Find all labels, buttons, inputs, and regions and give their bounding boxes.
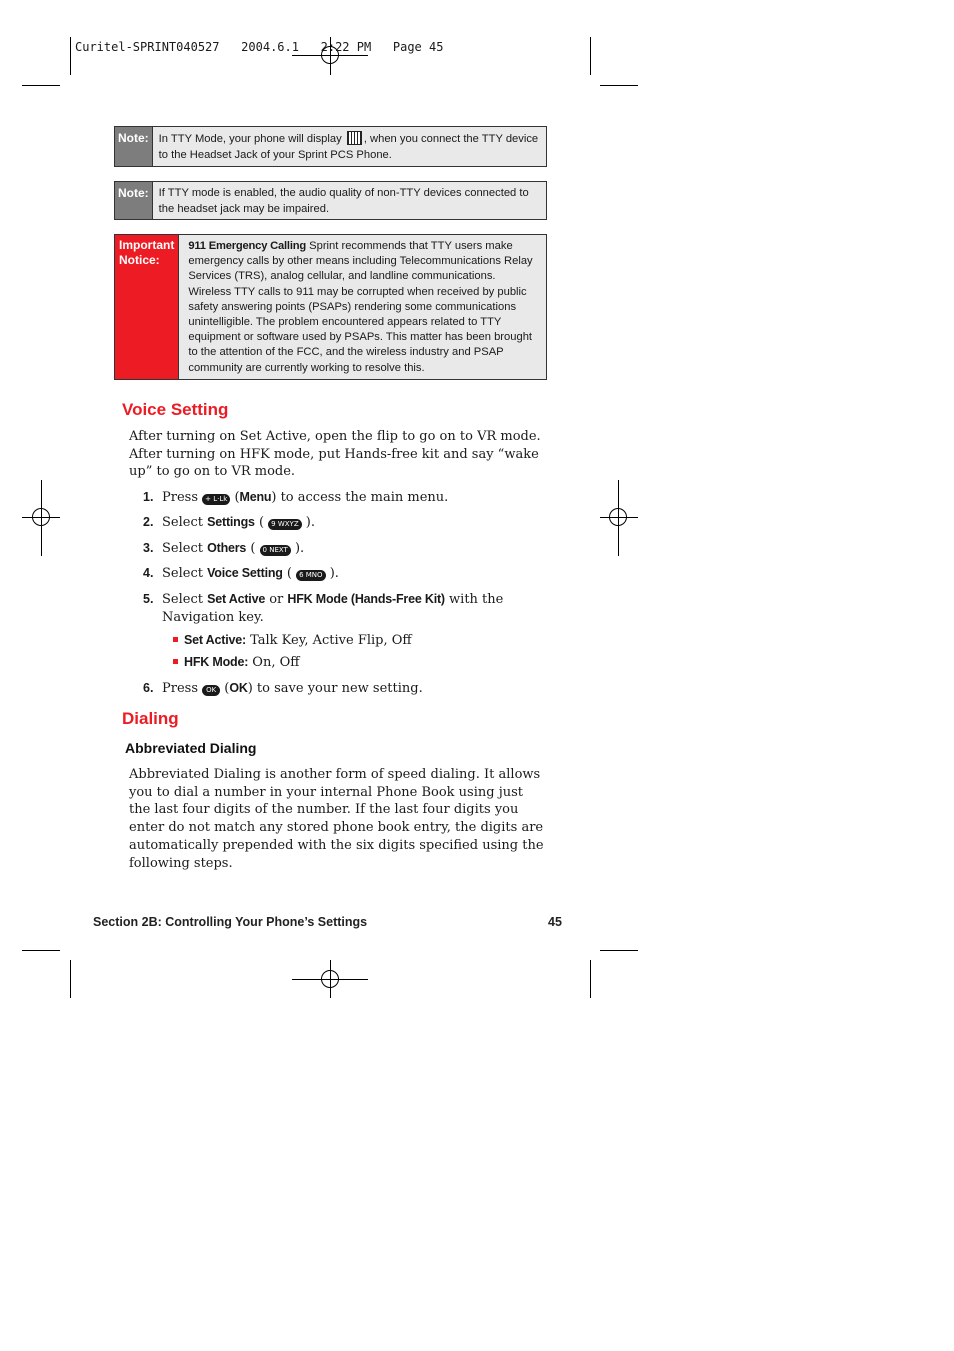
key-0-icon: 0 NEXT <box>260 545 291 556</box>
crop-mark <box>70 37 71 75</box>
tty-icon <box>347 131 362 145</box>
section-heading-voice-setting: Voice Setting <box>122 400 229 419</box>
ok-key-icon: OK <box>202 685 220 696</box>
step-4: 4. Select Voice Setting ( 6 MNO ). <box>143 566 339 581</box>
crop-mark <box>22 85 60 86</box>
step-2: 2. Select Settings ( 9 WXYZ ). <box>143 515 315 530</box>
option-set-active: Set Active: Talk Key, Active Flip, Off <box>173 632 412 650</box>
important-notice-box <box>114 234 547 380</box>
registration-circle <box>321 970 339 988</box>
step-5: 5. Select Set Active or HFK Mode (Hands-Free Kit) with the Navigation key. <box>143 592 504 625</box>
page-number: 45 <box>548 915 562 929</box>
note-box <box>114 181 547 220</box>
important-notice-text: 911 Emergency Calling Sprint recommends that TTY users make emergency calls by other means including Telecommunications Relay Services (TRS), analog cellular, and landline communications. Wireless TTY calls to 911 may be corrupted when received by public safety answering points (PSAPs) rendering some communications unintelligible. The problem encountered appears related to TTY equipment or software used by PSAPs. This matter has been brought to the attention of the FCC, and the wireless industry and PSAP community are currently working to resolve this. <box>188 240 533 374</box>
print-slug: Curitel-SPRINT040527 2004.6.1 2:22 PM Page 45 <box>75 40 444 54</box>
key-6-icon: 6 MNO <box>296 570 325 581</box>
note-text: In TTY Mode, your phone will display , when you connect the TTY device to the Headset Jack of your Sprint PCS Phone. <box>158 133 539 161</box>
note-label: Note: <box>115 127 153 166</box>
crop-mark <box>590 960 591 998</box>
note-box <box>114 126 547 167</box>
step-6: 6. Press OK (OK) to save your new setting. <box>143 681 423 696</box>
note-text: If TTY mode is enabled, the audio quality of non-TTY devices connected to the headset jack may be impaired. <box>158 187 529 215</box>
crop-mark <box>600 85 638 86</box>
crop-mark <box>70 960 71 998</box>
bullet-icon <box>173 637 178 642</box>
crop-mark <box>600 950 638 951</box>
key-9-icon: 9 WXYZ <box>268 519 301 530</box>
crop-mark <box>22 950 60 951</box>
note-label: Note: <box>115 182 153 219</box>
bullet-icon <box>173 659 178 664</box>
step-3: 3. Select Others ( 0 NEXT ). <box>143 541 305 556</box>
crop-mark <box>590 37 591 75</box>
step-1: 1. Press + L·Lk (Menu) to access the main menu. <box>143 490 449 505</box>
important-notice-label: Important Notice: <box>115 235 179 379</box>
subheading-abbreviated-dialing: Abbreviated Dialing <box>125 740 257 756</box>
menu-key-icon: + L·Lk <box>202 494 230 505</box>
abbreviated-dialing-body: Abbreviated Dialing is another form of speed dialing. It allows you to dial a number in your internal Phone Book using just the last four digits of the number. If the last four digits you enter do not match any stored phone book entry, the digits are automatically prepended with the six digits specified using the following steps. <box>129 767 544 871</box>
voice-setting-intro: After turning on Set Active, open the flip to go on to VR mode. After turning on HFK mode, put Hands-free kit and say “wake up” to go on to VR mode. <box>129 429 541 480</box>
section-heading-dialing: Dialing <box>122 709 179 728</box>
registration-circle <box>609 508 627 526</box>
registration-circle <box>32 508 50 526</box>
footer-section-title: Section 2B: Controlling Your Phone’s Settings <box>93 915 368 929</box>
option-hfk-mode: HFK Mode: On, Off <box>173 654 300 672</box>
